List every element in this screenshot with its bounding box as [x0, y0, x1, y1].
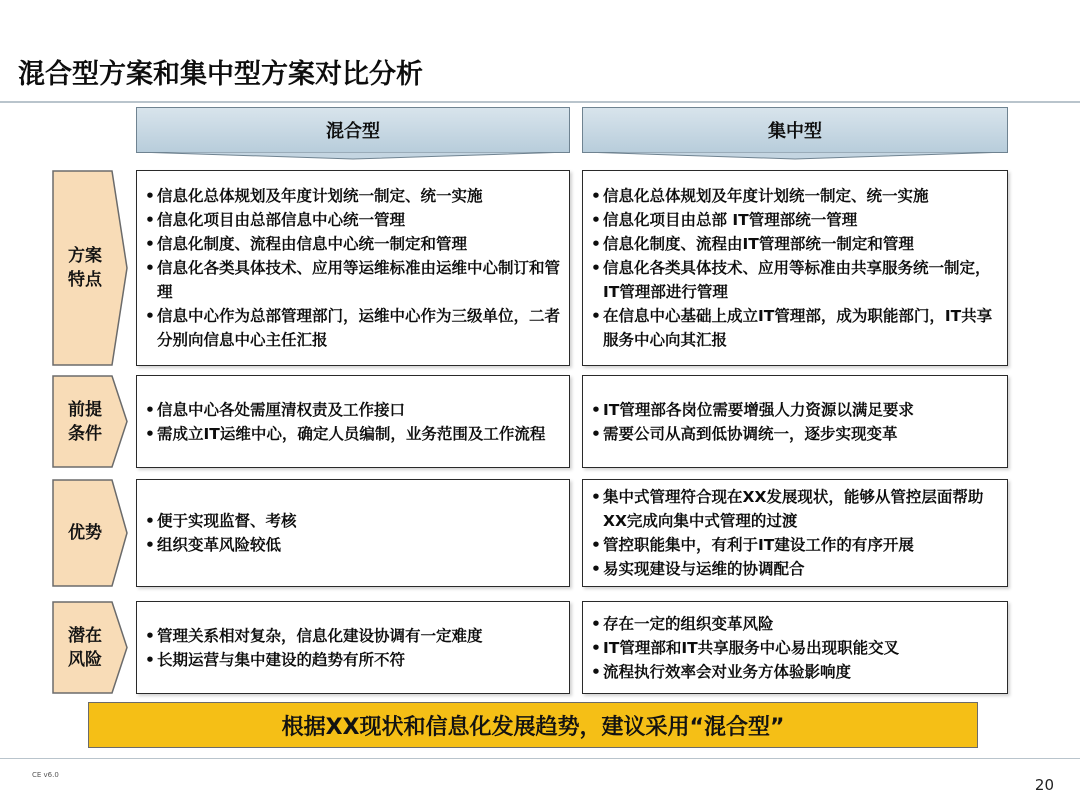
list-item: • 流程执行效率会对业务方体验影响度 — [591, 660, 999, 684]
list-item: • 在信息中心基础上成立IT管理部，成为职能部门，IT共享服务中心向其汇报 — [591, 304, 999, 352]
cell-preconditions-centralized — [582, 375, 1008, 468]
row-label-risks-line-1: 潜在 — [68, 625, 102, 646]
list-item: • 组织变革风险较低 — [145, 533, 561, 557]
row-label-risks-line-2: 风险 — [68, 649, 102, 670]
list-item: • 信息化制度、流程由IT管理部统一制定和管理 — [591, 232, 999, 256]
row-label-preconditions-text — [52, 375, 118, 468]
list-item: • 信息化总体规划及年度计划统一制定、统一实施 — [591, 184, 999, 208]
cell-advantages-hybrid — [136, 479, 570, 587]
list-item: • 信息化项目由总部 IT管理部统一管理 — [591, 208, 999, 232]
row-label-features-line-2: 特点 — [68, 270, 102, 290]
conclusion-banner: 根据XX现状和信息化发展趋势，建议采用“混合型” — [88, 702, 978, 748]
row-label-preconditions — [52, 375, 128, 468]
cell-features-centralized — [582, 170, 1008, 366]
list-item: • 需要公司从高到低协调统一，逐步实现变革 — [591, 422, 999, 446]
list-item: • 长期运营与集中建设的趋势有所不符 — [145, 648, 561, 672]
column-header-centralized — [582, 107, 1008, 153]
footer-version: CE v6.0 — [32, 771, 59, 779]
cell-risks-centralized — [582, 601, 1008, 694]
row-label-advantages-text — [52, 479, 118, 587]
list-item: • 存在一定的组织变革风险 — [591, 612, 999, 636]
column-header-hybrid-label: 混合型 — [326, 121, 380, 142]
row-label-features-line-1: 方案 — [68, 246, 102, 266]
list-item: • 便于实现监督、考核 — [145, 509, 561, 533]
page-number: 20 — [1034, 776, 1054, 794]
footer-divider — [0, 758, 1080, 759]
title-divider — [0, 101, 1080, 103]
cell-advantages-centralized — [582, 479, 1008, 587]
row-label-features-text — [52, 170, 118, 366]
column-header-hybrid — [136, 107, 570, 153]
row-label-preconditions-line-1: 前提 — [68, 399, 102, 420]
list-item: • 需成立IT运维中心，确定人员编制，业务范围及工作流程 — [145, 422, 561, 446]
column-header-centralized-notch — [582, 152, 1008, 160]
row-label-advantages — [52, 479, 128, 587]
page-title: 混合型方案和集中型方案对比分析 — [18, 59, 423, 90]
cell-preconditions-hybrid — [136, 375, 570, 468]
row-label-features — [52, 170, 128, 366]
list-item: • 信息中心各处需厘清权责及工作接口 — [145, 398, 561, 422]
column-header-hybrid-notch — [136, 152, 570, 160]
list-item: • 管控职能集中，有利于IT建设工作的有序开展 — [591, 533, 999, 557]
row-label-risks — [52, 601, 128, 694]
list-item: • IT管理部和IT共享服务中心易出现职能交叉 — [591, 636, 999, 660]
list-item: • 信息中心作为总部管理部门，运维中心作为三级单位，二者分别向信息中心主任汇报 — [145, 304, 561, 352]
column-header-centralized-label: 集中型 — [768, 121, 822, 142]
row-label-advantages-line-1: 优势 — [68, 523, 102, 543]
list-item: • 管理关系相对复杂，信息化建设协调有一定难度 — [145, 624, 561, 648]
row-label-preconditions-line-2: 条件 — [68, 423, 102, 444]
list-item: • 信息化制度、流程由信息中心统一制定和管理 — [145, 232, 561, 256]
cell-risks-hybrid — [136, 601, 570, 694]
row-label-risks-text — [52, 601, 118, 694]
list-item: • 集中式管理符合现在XX发展现状，能够从管控层面帮助XX完成向集中式管理的过渡 — [591, 485, 999, 533]
list-item: • IT管理部各岗位需要增强人力资源以满足要求 — [591, 398, 999, 422]
list-item: • 信息化各类具体技术、应用等运维标准由运维中心制订和管理 — [145, 256, 561, 304]
cell-features-hybrid — [136, 170, 570, 366]
list-item: • 信息化项目由总部信息中心统一管理 — [145, 208, 561, 232]
list-item: • 易实现建设与运维的协调配合 — [591, 557, 999, 581]
list-item: • 信息化总体规划及年度计划统一制定、统一实施 — [145, 184, 561, 208]
list-item: • 信息化各类具体技术、应用等标准由共享服务统一制定，IT管理部进行管理 — [591, 256, 999, 304]
